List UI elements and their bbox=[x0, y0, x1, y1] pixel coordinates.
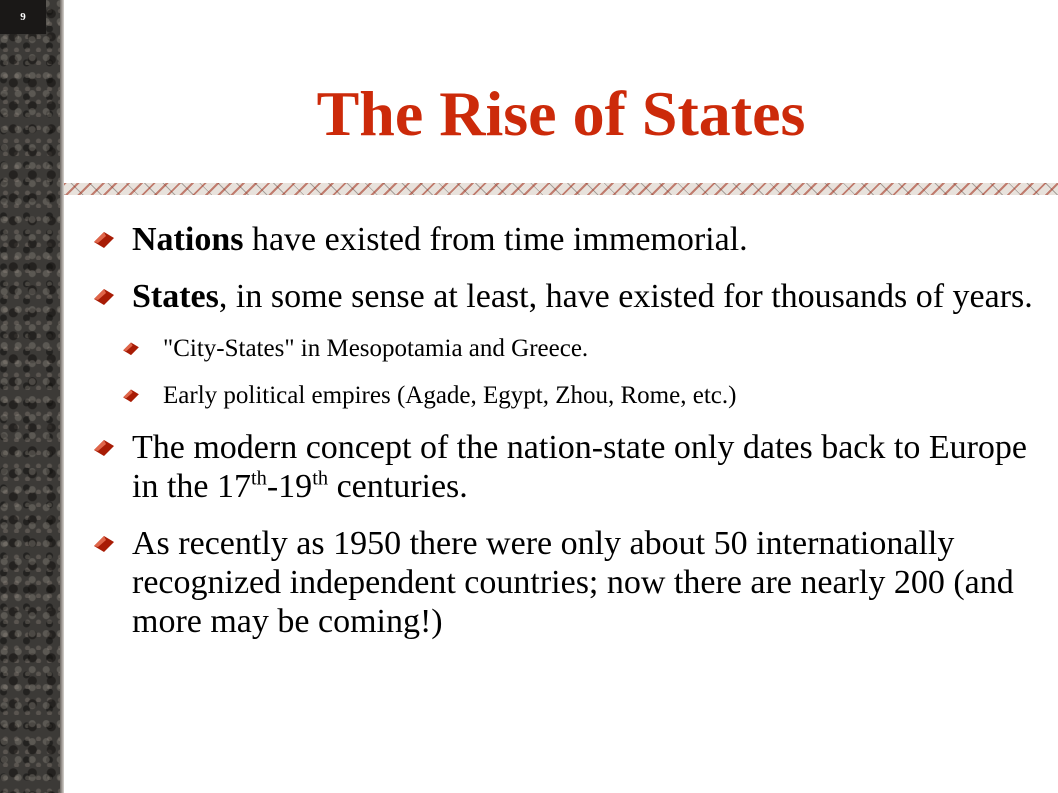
red-diamond-bullet-icon bbox=[120, 339, 142, 357]
superscript: th bbox=[250, 467, 267, 490]
superscript: th bbox=[312, 467, 329, 490]
decorative-divider bbox=[64, 183, 1058, 195]
bullet-bold-term: Nations bbox=[132, 221, 244, 258]
red-diamond-bullet-icon bbox=[120, 386, 142, 404]
red-diamond-bullet-icon bbox=[90, 436, 118, 458]
bullet-text: The modern concept of the nation-state only dates back to Europe in the 17 bbox=[132, 429, 1028, 505]
bullet-bold-term: States bbox=[132, 278, 219, 315]
sub-list-item bbox=[90, 381, 1055, 411]
slide-number: 9 bbox=[0, 0, 46, 34]
red-diamond-bullet-icon bbox=[90, 228, 118, 250]
list-item bbox=[90, 277, 1055, 316]
list-item bbox=[90, 220, 1055, 259]
bullet-list bbox=[90, 220, 1055, 659]
bullet-text: "City-States" in Mesopotamia and Greece. bbox=[163, 335, 589, 362]
bullet-text: have existed from time immemorial. bbox=[243, 221, 748, 258]
textured-sidebar bbox=[0, 0, 60, 793]
red-diamond-bullet-icon bbox=[90, 532, 118, 554]
list-item bbox=[90, 524, 1055, 641]
bullet-text: centuries. bbox=[328, 468, 468, 505]
slide-title: The Rise of States bbox=[316, 78, 806, 149]
sub-list-item bbox=[90, 334, 1055, 364]
list-item bbox=[90, 428, 1055, 506]
bullet-text: Early political empires (Agade, Egypt, Zhou, Rome, etc.) bbox=[163, 382, 737, 409]
bullet-text: As recently as 1950 there were only about 50 internationally recognized independent countries; now there are nearly 200 (and more may be coming!) bbox=[132, 525, 1014, 640]
red-diamond-bullet-icon bbox=[90, 285, 118, 307]
bullet-text: , in some sense at least, have existed for thousands of years. bbox=[218, 278, 1033, 315]
bullet-text: -19 bbox=[266, 468, 313, 505]
